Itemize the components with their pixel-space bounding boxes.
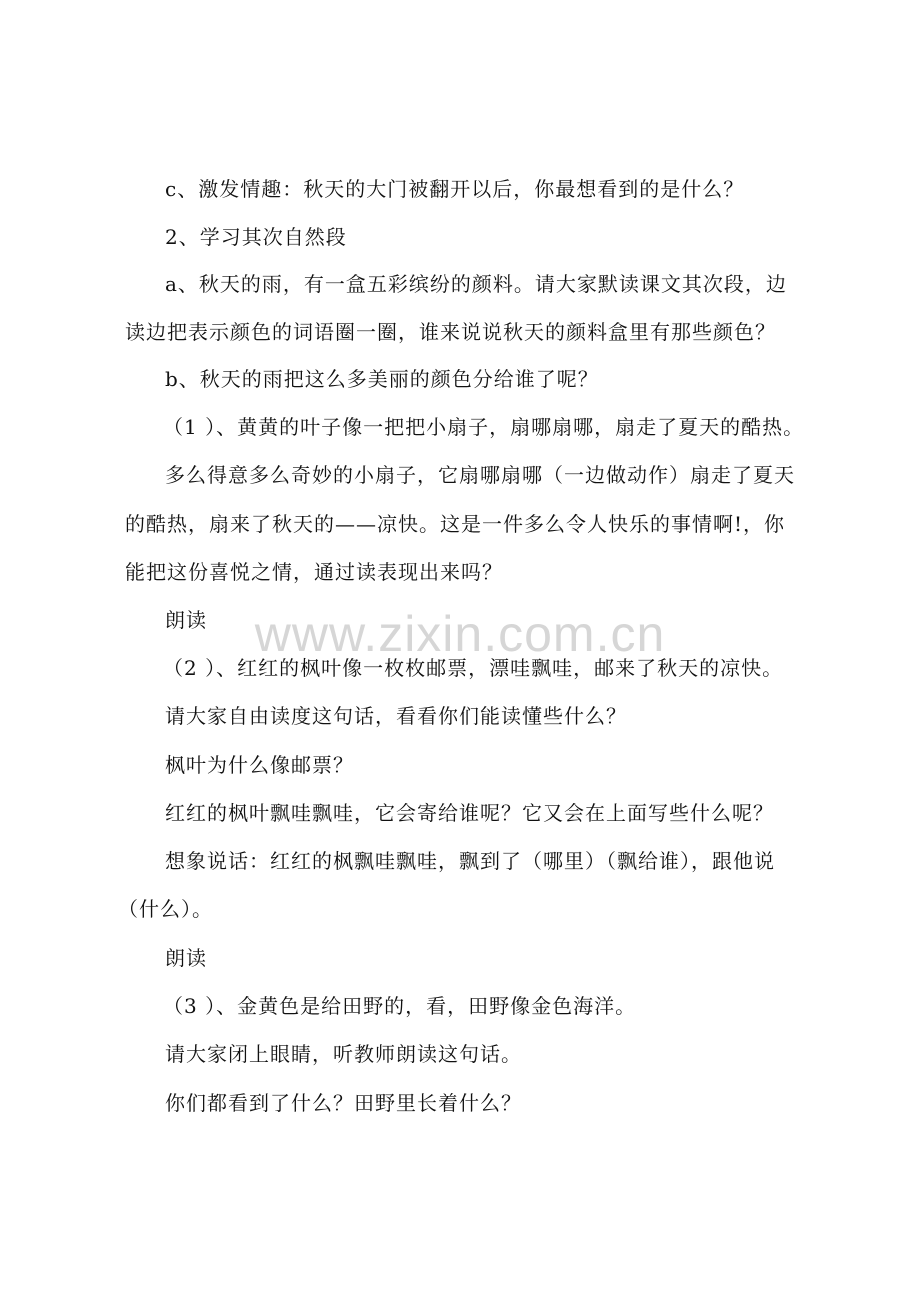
text-line-6: （1 ）、黄黄的叶子像一把把小扇子，扇哪扇哪，扇走了夏天的酷热。 [163,415,805,439]
text-line-11: （2 ）、红红的枫叶像一枚枚邮票，漂哇飘哇，邮来了秋天的凉快。 [163,656,784,680]
text-line-19: 请大家闭上眼睛，听教师朗读这句话。 [165,1042,522,1066]
text-line-2: 2、学习其次自然段 [165,225,347,249]
text-line-12: 请大家自由读度这句话，看看你们能读懂些什么？ [165,704,627,728]
text-line-15: 想象说话：红红的枫飘哇飘哇，飘到了（哪里）（飘给谁），跟他说 [165,849,775,873]
text-line-5: b、秋天的雨把这么多美丽的颜色分给谁了呢？ [165,367,599,391]
text-line-1: c、激发情趣：秋天的大门被翻开以后，你最想看到的是什么？ [165,177,745,201]
watermark-text: www.zixin.com.cn [254,606,666,662]
text-line-3: a、秋天的雨，有一盒五彩缤纷的颜料。请大家默读课文其次段，边 [165,272,787,296]
text-line-17: 朗读 [165,946,207,970]
text-line-13: 枫叶为什么像邮票？ [165,753,354,777]
text-line-10: 朗读 [165,608,207,632]
text-line-20: 你们都看到了什么？田野里长着什么？ [165,1091,522,1115]
text-line-8: 的酷热，扇来了秋天的——凉快。这是一件多么令人快乐的事情啊!，你 [125,512,786,536]
text-line-4: 读边把表示颜色的词语圈一圈，谁来说说秋天的颜料盒里有那些颜色？ [125,320,776,344]
text-line-9: 能把这份喜悦之情，通过读表现出来吗？ [125,560,503,584]
text-line-7: 多么得意多么奇妙的小扇子，它扇哪扇哪（一边做动作）扇走了夏天 [165,463,795,487]
text-line-18: （3 ）、金黄色是给田野的，看，田野像金色海洋。 [163,994,637,1018]
text-line-16: （什么）。 [118,897,213,921]
text-line-14: 红红的枫叶飘哇飘哇，它会寄给谁呢？它又会在上面写些什么呢？ [165,801,774,825]
